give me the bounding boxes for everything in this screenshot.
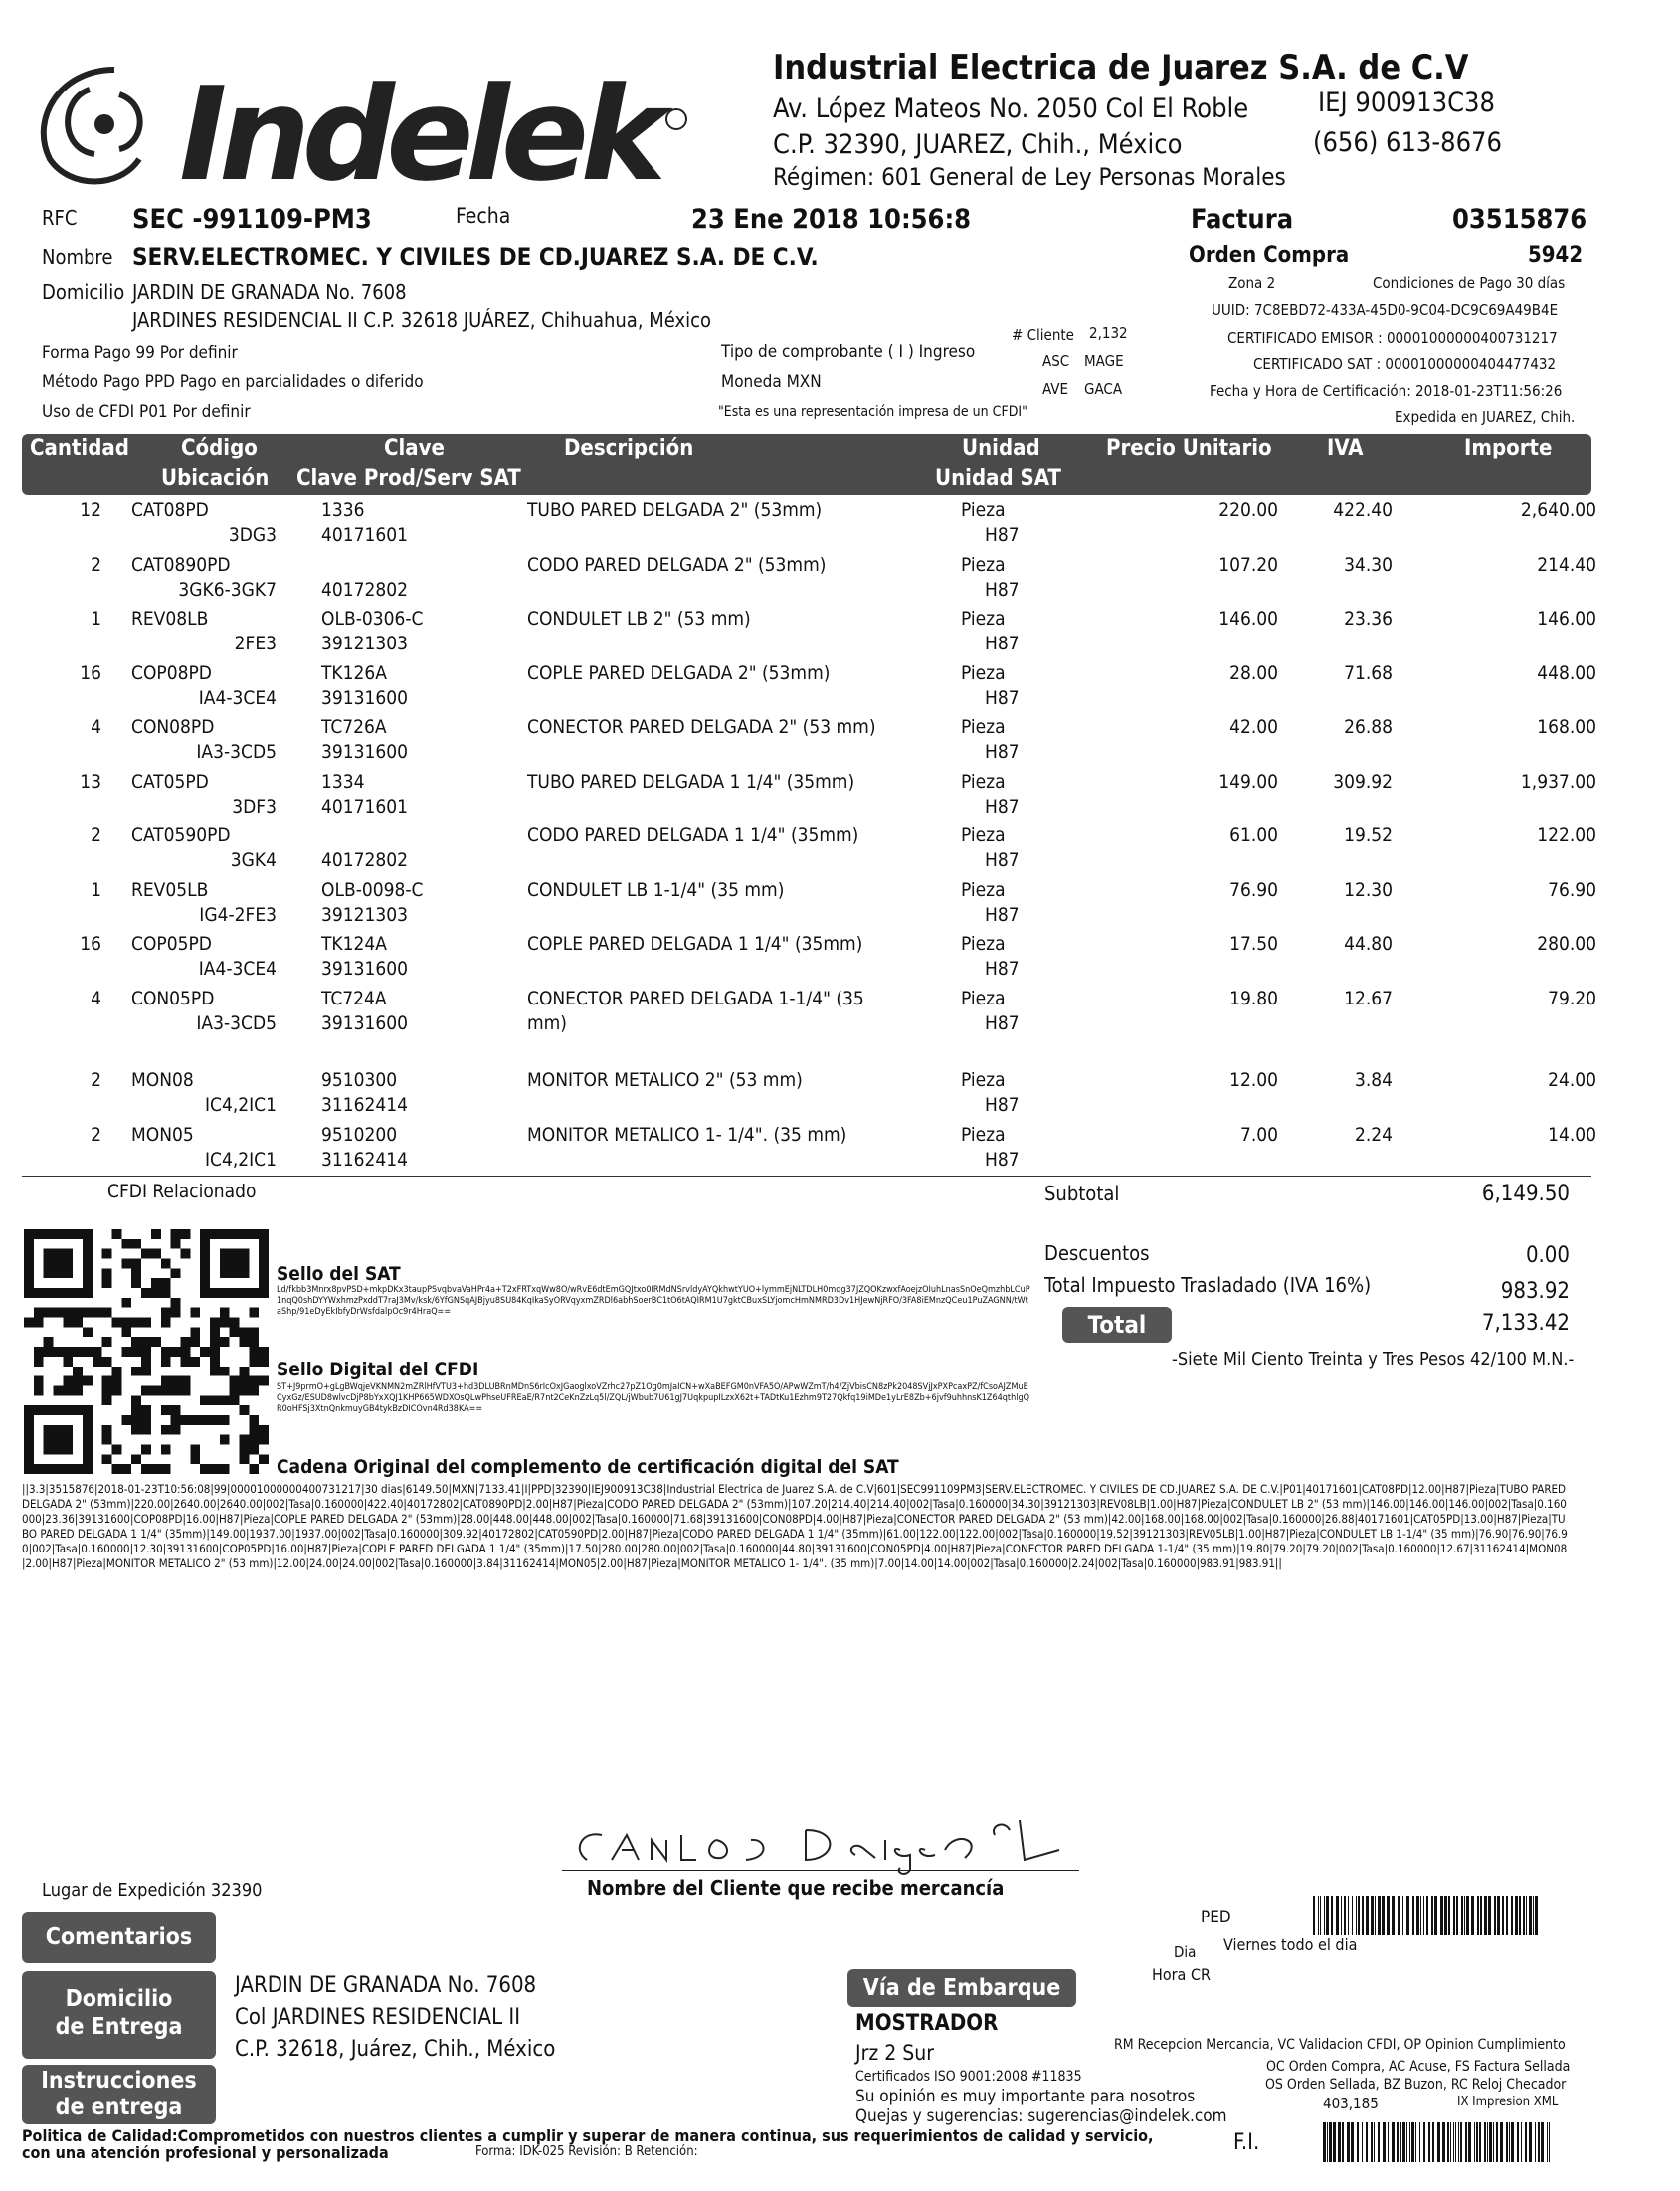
cell-total: 2,640.00 (1520, 499, 1596, 521)
total-label: Total (1062, 1307, 1172, 1343)
cell-unit: Pieza (961, 1069, 1006, 1091)
cell-iva: 2.24 (1354, 1123, 1393, 1146)
cell-price: 107.20 (1218, 553, 1278, 576)
cell-unit_sat: H87 (985, 524, 1020, 546)
table-header (22, 434, 1591, 495)
cell-iva: 422.40 (1333, 499, 1393, 521)
client-rfc: SEC -991109-PM3 (132, 204, 372, 235)
cell-unit_sat: H87 (985, 633, 1020, 654)
cell-unit_sat: H87 (985, 1148, 1020, 1171)
cell-total: 214.40 (1537, 553, 1596, 576)
cfdi-relacionado: CFDI Relacionado (107, 1181, 257, 1202)
cell-code: MON05 (131, 1123, 194, 1146)
cell-qty: 12 (80, 499, 101, 521)
qr-code (24, 1229, 269, 1474)
ped-barcode (1313, 1896, 1544, 1935)
cell-qty: 16 (80, 661, 101, 684)
uso-cfdi: Uso de CFDI P01 Por definir (42, 402, 251, 422)
th-unidad: Unidad (962, 436, 1040, 460)
cell-iva: 71.68 (1344, 661, 1393, 684)
cell-clave_sat: 39131600 (321, 741, 408, 763)
cell-qty: 13 (80, 770, 101, 793)
cell-code: CAT0890PD (131, 553, 231, 576)
cell-code: MON08 (131, 1069, 194, 1091)
cell-price: 76.90 (1229, 878, 1278, 901)
ave-label: AVE (1042, 380, 1069, 398)
impuesto-label: Total Impuesto Trasladado (IVA 16%) (1044, 1273, 1372, 1297)
cell-unit_sat: H87 (985, 849, 1020, 871)
factura-number: 03515876 (1452, 204, 1587, 235)
gaca-label: GACA (1084, 380, 1123, 398)
cell-unit: Pieza (961, 878, 1006, 901)
legend-line4: IX Impresion XML (1457, 2095, 1559, 2109)
client-name: SERV.ELECTROMEC. Y CIVILES DE CD.JUAREZ S.A. DE C.V. (132, 243, 819, 271)
cell-clave_sat: 39131600 (321, 1011, 408, 1034)
cell-price: 42.00 (1229, 716, 1278, 738)
domicilio-entrega-line2: de Entrega (55, 2014, 183, 2040)
cell-desc: MONITOR METALICO 1- 1/4". (35 mm) (527, 1123, 847, 1146)
cell-unit: Pieza (961, 987, 1006, 1009)
fecha-label: Fecha (456, 204, 511, 228)
cell-price: 146.00 (1218, 608, 1278, 630)
cell-unit_sat: H87 (985, 741, 1020, 763)
sello-digital-label: Sello Digital del CFDI (277, 1359, 479, 1380)
th-iva: IVA (1327, 436, 1364, 460)
cell-price: 12.00 (1229, 1069, 1278, 1091)
mostrador: MOSTRADOR (855, 2011, 999, 2036)
politica-calidad: Politica de Calidad:Comprometidos con nuestros clientes a cumplir y superar de manera continua, sus requerimientos de calidad y servicio, (22, 2126, 1154, 2145)
cell-desc: MONITOR METALICO 2" (53 mm) (527, 1069, 803, 1091)
cell-unit: Pieza (961, 608, 1006, 630)
cell-unit: Pieza (961, 824, 1006, 846)
impuesto-value: 983.92 (1500, 1279, 1570, 1304)
cadena-label: Cadena Original del complemento de certificación digital del SAT (277, 1456, 899, 1478)
th-cantidad: Cantidad (30, 436, 129, 460)
cell-unit: Pieza (961, 499, 1006, 521)
cell-iva: 3.84 (1354, 1069, 1393, 1091)
cell-total: 280.00 (1537, 933, 1596, 955)
cell-loc: 2FE3 (234, 633, 277, 654)
invoice-date: 23 Ene 2018 10:56:8 (691, 204, 972, 235)
cell-qty: 1 (91, 608, 101, 630)
uuid: UUID: 7C8EBD72-433A-45D0-9C04-DC9C69A49B4E (1212, 301, 1559, 319)
client-address1: JARDIN DE GRANADA No. 7608 (132, 280, 407, 304)
cell-total: 168.00 (1537, 716, 1596, 738)
firma-label: Nombre del Cliente que recibe mercancía (587, 1876, 1005, 1900)
opinion: Su opinión es muy importante para nosotros (855, 2087, 1196, 2106)
cell-loc: IA3-3CD5 (196, 741, 277, 763)
domicilio-entrega-line1: Domicilio (65, 1986, 173, 2012)
instrucciones-line2: de entrega (55, 2095, 183, 2120)
cell-total: 24.00 (1548, 1069, 1596, 1091)
cell-code: REV08LB (131, 608, 209, 630)
cell-clave: OLB-0098-C (321, 878, 424, 901)
domicilio-entrega-label (22, 1971, 216, 2059)
cell-price: 7.00 (1239, 1123, 1278, 1146)
cell-clave: TC726A (321, 716, 387, 738)
cell-code: CON08PD (131, 716, 215, 738)
legend-line3: OS Orden Sellada, BZ Buzon, RC Reloj Checador (1265, 2077, 1567, 2093)
via-embarque-label: Vía de Embarque (847, 1969, 1076, 2007)
entrega-address1: JARDIN DE GRANADA No. 7608 (235, 1973, 537, 1998)
cell-qty: 2 (91, 824, 101, 846)
condiciones-pago: Condiciones de Pago 30 días (1373, 274, 1566, 292)
subtotal-value: 6,149.50 (1481, 1182, 1570, 1206)
fecha-certificacion: Fecha y Hora de Certificación: 2018-01-23T11:56:26 (1210, 382, 1563, 400)
mage-label: MAGE (1084, 352, 1124, 370)
comentarios-label: Comentarios (22, 1912, 216, 1963)
cell-iva: 12.67 (1344, 987, 1393, 1009)
cell-desc: CONDULET LB 2" (53 mm) (527, 608, 751, 630)
cell-desc: CONECTOR PARED DELGADA 1-1/4" (35 (527, 987, 864, 1009)
cell-price: 19.80 (1229, 987, 1278, 1009)
orden-label: Orden Compra (1189, 243, 1350, 268)
sello-digital: ST+J9prmO+gLgBWqjeVKNMN2mZRlHfVTU3+hd3DLUBRnMDnS6rIcOxJGaoglxoVZrhc27pZ1Og0mJaICN+wXaBEFGM0nVFA5O/APwWZmT/h4/ZjVbisCN8zPk2048SVjJxPXPcaxPZ/fCsoAJZMuECyxGz/ESUD8wlvcDjP8bYxXQJ1KHP665WDXOsQLwPhseUFREaE/R7nt2CeKnZzLq5l/ZQL/jWbub7U61gJ7UqkpupILzxX62t+TADtKu1Ezhm9T27Qkfq19iMDe1yLrE8Zb+6jvf9uhhnsK1Z64qthlgQR0oHFSj3XtnQnkmuyGB4tykBzDICOvn4Rd38KA== (277, 1382, 1029, 1414)
forma-revision: Forma: IDK-025 Revisión: B Retención: (475, 2144, 698, 2159)
cell-iva: 34.30 (1344, 553, 1393, 576)
cell-price: 149.00 (1218, 770, 1278, 793)
politica-calidad-line2: con una atención profesional y personalizada (22, 2143, 389, 2162)
company-address1: Av. López Mateos No. 2050 Col El Roble (773, 93, 1249, 124)
th-precio: Precio Unitario (1106, 436, 1272, 460)
cell-clave_sat: 31162414 (321, 1094, 408, 1116)
cell-desc: TUBO PARED DELGADA 2" (53mm) (527, 499, 823, 521)
cell-clave: TC724A (321, 987, 387, 1009)
cell-code: CAT0590PD (131, 824, 231, 846)
cell-unit: Pieza (961, 933, 1006, 955)
cell-clave_sat: 39121303 (321, 633, 408, 654)
dia-label: Dia (1174, 1943, 1197, 1961)
total-letra: -Siete Mil Ciento Treinta y Tres Pesos 42/100 M.N.- (1172, 1349, 1575, 1369)
company-phone: (656) 613-8676 (1313, 127, 1502, 158)
cell-iva: 44.80 (1344, 933, 1393, 955)
metodo-pago: Método Pago PPD Pago en parcialidades o diferido (42, 372, 424, 392)
cell-loc: IG4-2FE3 (199, 903, 277, 926)
tipo-comprobante: Tipo de comprobante ( I ) Ingreso (721, 342, 976, 362)
fi-barcode (1323, 2122, 1554, 2162)
company-regime: Régimen: 601 General de Ley Personas Morales (773, 163, 1286, 191)
cell-desc2: mm) (527, 1011, 567, 1034)
cell-clave_sat: 40172802 (321, 578, 408, 601)
quejas: Quejas y sugerencias: sugerencias@indelek.com (855, 2106, 1227, 2126)
cell-desc: COPLE PARED DELGADA 2" (53mm) (527, 661, 831, 684)
instrucciones-line1: Instrucciones (41, 2068, 197, 2094)
expedida: Expedida en JUAREZ, Chih. (1395, 408, 1576, 426)
cell-unit_sat: H87 (985, 1011, 1020, 1034)
iso-cert: Certificados ISO 9001:2008 #11835 (855, 2069, 1082, 2085)
cadena-original: ||3.3|3515876|2018-01-23T10:56:08|99|00001000000400731217|30 dias|6149.50|MXN|7133.41|I|PPD|32390|IEJ900913C38|Industrial Electrica de Juarez S.A. de C.V|601|SEC991109PM3|SERV.ELECTROMEC. Y CIVILES DE CD.JUAREZ S.A. DE C.V.|P01|40171601|CAT08PD|12.00|H87|Pieza|TUBO PARED DELGADA 2" (53mm)|220.00|2640.00|2640.00|002|Tasa|0.160000|422.40|40172802|CAT0890PD|2.00|H87|Pieza|CODO PARED DELGADA 2" (53mm)|107.20|214.40|214.40|002|Tasa|0.160000|34.30|39121303|REV08LB|1.00|H87|Pieza|CONDULET LB 2" (53 mm)|146.00|146.00|146.00|002|Tasa|0.160000|23.36|39131600|COP08PD|16.00|H87|Pieza|COPLE PARED DELGADA 2" (53mm)|28.00|448.00|448.00|002|Tasa|0.160000|71.68|39131600|CON08PD|4.00|H87|Pieza|CONECTOR PARED DELGADA 2" (53 mm)|42.00|168.00|168.00|002|Tasa|0.160000|26.88|40171601|CAT05PD|13.00|H87|Pieza|TUBO PARED DELGADA 1 1/4" (35mm)|149.00|1937.00|1937.00|002|Tasa|0.160000|309.92|40172802|CAT0590PD|2.00|H87|Pieza|CODO PARED DELGADA 1 1/4" (35mm)|61.00|122.00|122.00|002|Tasa|0.160000|19.52|39121303|REV05LB|1.00|H87|Pieza|CONDULET LB 1-1/4" (35 mm)|76.90|76.90|76.90|002|Tasa|0.160000|12.30|39131600|COP05PD|16.00|H87|Pieza|COPLE PARED DELGADA 1 1/4" (35mm)|17.50|280.00|280.00|002|Tasa|0.160000|44.80|39131600|CON05PD|4.00|H87|Pieza|CONECTOR PARED DELGADA 1-1/4" (35 mm)|19.80|79.20|79.20|002|Tasa|0.160000|12.67|31162414|MON08|2.00|H87|Pieza|MONITOR METALICO 2" (53 mm)|12.00|24.00|24.00|002|Tasa|0.160000|3.84|31162414|MON05|2.00|H87|Pieza|MONITOR METALICO 1- 1/4". (35 mm)|7.00|14.00|14.00|002|Tasa|0.160000|2.24|002|Tasa|0.160000|983.91|983.91|| (22, 1482, 1568, 1570)
cell-clave_sat: 39131600 (321, 958, 408, 980)
cliente-number: 2,132 (1089, 324, 1128, 342)
cell-unit: Pieza (961, 553, 1006, 576)
cell-iva: 23.36 (1344, 608, 1393, 630)
representacion-note: "Esta es una representación impresa de un CFDI" (718, 404, 1027, 420)
entrega-address2: Col JARDINES RESIDENCIAL II (235, 2005, 521, 2030)
cell-clave: TK126A (321, 661, 387, 684)
cell-desc: CODO PARED DELGADA 1 1/4" (35mm) (527, 824, 859, 846)
cell-loc: IC4,2IC1 (204, 1148, 277, 1171)
svg-text:Indelek: Indelek (179, 59, 666, 209)
footer-number: 403,185 (1323, 2095, 1379, 2112)
cell-code: CAT08PD (131, 499, 209, 521)
hora: Hora CR (1152, 1965, 1211, 1984)
cell-qty: 2 (91, 553, 101, 576)
cell-code: REV05LB (131, 878, 209, 901)
cell-clave_sat: 39121303 (321, 903, 408, 926)
legend-line1: RM Recepcion Mercancia, VC Validacion CFDI, OP Opinion Cumplimiento (1114, 2037, 1566, 2053)
cell-unit_sat: H87 (985, 795, 1020, 818)
cell-clave: 1334 (321, 770, 365, 793)
jrz: Jrz 2 Sur (855, 2041, 934, 2065)
cell-unit_sat: H87 (985, 686, 1020, 709)
ped-label: PED (1201, 1908, 1231, 1927)
instrucciones-label (22, 2065, 216, 2124)
cell-unit_sat: H87 (985, 958, 1020, 980)
cell-clave_sat: 39131600 (321, 686, 408, 709)
cell-loc: 3DF3 (232, 795, 277, 818)
cell-code: CON05PD (131, 987, 215, 1009)
cell-unit_sat: H87 (985, 578, 1020, 601)
cell-qty: 2 (91, 1069, 101, 1091)
orden-number: 5942 (1528, 243, 1584, 268)
cell-iva: 26.88 (1344, 716, 1393, 738)
fi-label: F.I. (1233, 2130, 1260, 2155)
cell-clave_sat: 40171601 (321, 524, 408, 546)
subtotal-label: Subtotal (1044, 1182, 1120, 1205)
cell-code: CAT05PD (131, 770, 209, 793)
cell-price: 28.00 (1229, 661, 1278, 684)
cell-total: 76.90 (1548, 878, 1596, 901)
client-address2: JARDINES RESIDENCIAL II C.P. 32618 JUÁREZ, Chihuahua, México (132, 308, 712, 332)
company-address2: C.P. 32390, JUAREZ, Chih., México (773, 129, 1183, 160)
cell-clave: TK124A (321, 933, 387, 955)
th-clave-sat: Clave Prod/Serv SAT (296, 466, 521, 491)
cell-qty: 2 (91, 1123, 101, 1146)
cell-clave: 9510200 (321, 1123, 398, 1146)
cell-unit_sat: H87 (985, 903, 1020, 926)
total-value: 7,133.42 (1481, 1311, 1570, 1336)
cell-clave: OLB-0306-C (321, 608, 424, 630)
cell-clave_sat: 40172802 (321, 849, 408, 871)
zona: Zona 2 (1228, 274, 1276, 292)
cell-unit: Pieza (961, 661, 1006, 684)
th-codigo: Código (181, 436, 258, 460)
th-unidad-sat: Unidad SAT (935, 466, 1061, 491)
cell-qty: 1 (91, 878, 101, 901)
cell-loc: 3GK4 (230, 849, 277, 871)
company-name: Industrial Electrica de Juarez S.A. de C.V (773, 48, 1469, 88)
factura-label: Factura (1191, 204, 1294, 235)
cell-desc: CONECTOR PARED DELGADA 2" (53 mm) (527, 716, 876, 738)
domicilio-label: Domicilio (42, 280, 125, 304)
cell-total: 79.20 (1548, 987, 1596, 1009)
entrega-address3: C.P. 32618, Juárez, Chih., México (235, 2037, 556, 2062)
company-rfc: IEJ 900913C38 (1318, 88, 1495, 118)
cell-total: 448.00 (1537, 661, 1596, 684)
cell-desc: CODO PARED DELGADA 2" (53mm) (527, 553, 827, 576)
cell-qty: 16 (80, 933, 101, 955)
cell-desc: COPLE PARED DELGADA 1 1/4" (35mm) (527, 933, 863, 955)
cell-desc: CONDULET LB 1-1/4" (35 mm) (527, 878, 785, 901)
cell-unit: Pieza (961, 770, 1006, 793)
cell-price: 17.50 (1229, 933, 1278, 955)
th-importe: Importe (1464, 436, 1553, 460)
forma-pago: Forma Pago 99 Por definir (42, 343, 238, 363)
cell-clave_sat: 31162414 (321, 1148, 408, 1171)
cell-clave_sat: 40171601 (321, 795, 408, 818)
th-ubicacion: Ubicación (161, 466, 270, 491)
cell-total: 1,937.00 (1520, 770, 1596, 793)
cell-price: 61.00 (1229, 824, 1278, 846)
cell-qty: 4 (91, 987, 101, 1009)
lugar-expedicion: Lugar de Expedición 32390 (42, 1880, 263, 1901)
cell-loc: IA3-3CD5 (196, 1011, 277, 1034)
cell-total: 122.00 (1537, 824, 1596, 846)
cell-total: 14.00 (1548, 1123, 1596, 1146)
rfc-label: RFC (42, 206, 78, 230)
cliente-label: # Cliente (1012, 326, 1074, 344)
cell-iva: 309.92 (1333, 770, 1393, 793)
cert-emisor: CERTIFICADO EMISOR : 00001000000400731217 (1227, 329, 1558, 347)
cell-code: COP08PD (131, 661, 212, 684)
nombre-label: Nombre (42, 245, 113, 269)
cell-loc: IA4-3CE4 (198, 686, 277, 709)
cell-unit: Pieza (961, 1123, 1006, 1146)
cell-unit_sat: H87 (985, 1094, 1020, 1116)
legend-line2: OC Orden Compra, AC Acuse, FS Factura Sellada (1266, 2059, 1571, 2075)
cell-loc: IA4-3CE4 (198, 958, 277, 980)
cell-code: COP05PD (131, 933, 212, 955)
dia-value: Viernes todo el dia (1223, 1935, 1358, 1954)
cell-total: 146.00 (1537, 608, 1596, 630)
cell-price: 220.00 (1218, 499, 1278, 521)
indelek-logo (20, 40, 696, 209)
th-clave: Clave (384, 436, 445, 460)
cell-clave: 1336 (321, 499, 365, 521)
cell-clave: 9510300 (321, 1069, 398, 1091)
cell-iva: 12.30 (1344, 878, 1393, 901)
cell-iva: 19.52 (1344, 824, 1393, 846)
cell-unit: Pieza (961, 716, 1006, 738)
th-descripcion: Descripción (564, 436, 694, 460)
cell-loc: 3DG3 (228, 524, 277, 546)
sello-sat-label: Sello del SAT (277, 1263, 401, 1285)
cell-qty: 4 (91, 716, 101, 738)
cell-desc: TUBO PARED DELGADA 1 1/4" (35mm) (527, 770, 855, 793)
moneda: Moneda MXN (721, 372, 822, 392)
cert-sat: CERTIFICADO SAT : 00001000000404477432 (1253, 355, 1557, 373)
cell-loc: 3GK6-3GK7 (178, 578, 277, 601)
sello-sat: Ld/fkbb3Mnrx8pvPSD+mkpDKx3taupPSvqbvaVaHPr4a+T2xFRTxqWw8O/wRvE6dtEmGQJtxo0IRMdNSrvldyAYQkhwtYUO+lymmEjNLTDLH0mqg37JZQOKzwxfAoejzOIuhLnasSnOeQmzhbLCuP1nqQ0shDYYWxhmzPxddT7raJ3Mv/ksk/6YfGNSqAJBjyu8SU84KqIkaSyORVqyxmZRDl6abhSoerBC1tO6tAQIRM1U7gktCBuxSLYjomcHmNMRD3Dv1HJewNjRFO/3FA8iEMnzQCeu1PuZAGNN/tWtaShp/91eDyEkIbfyDrWsfdalpOc9r4HraQ== (277, 1285, 1030, 1317)
descuentos-label: Descuentos (1044, 1241, 1150, 1265)
descuentos-value: 0.00 (1525, 1243, 1570, 1268)
cell-loc: IC4,2IC1 (204, 1094, 277, 1116)
asc-label: ASC (1042, 352, 1070, 370)
